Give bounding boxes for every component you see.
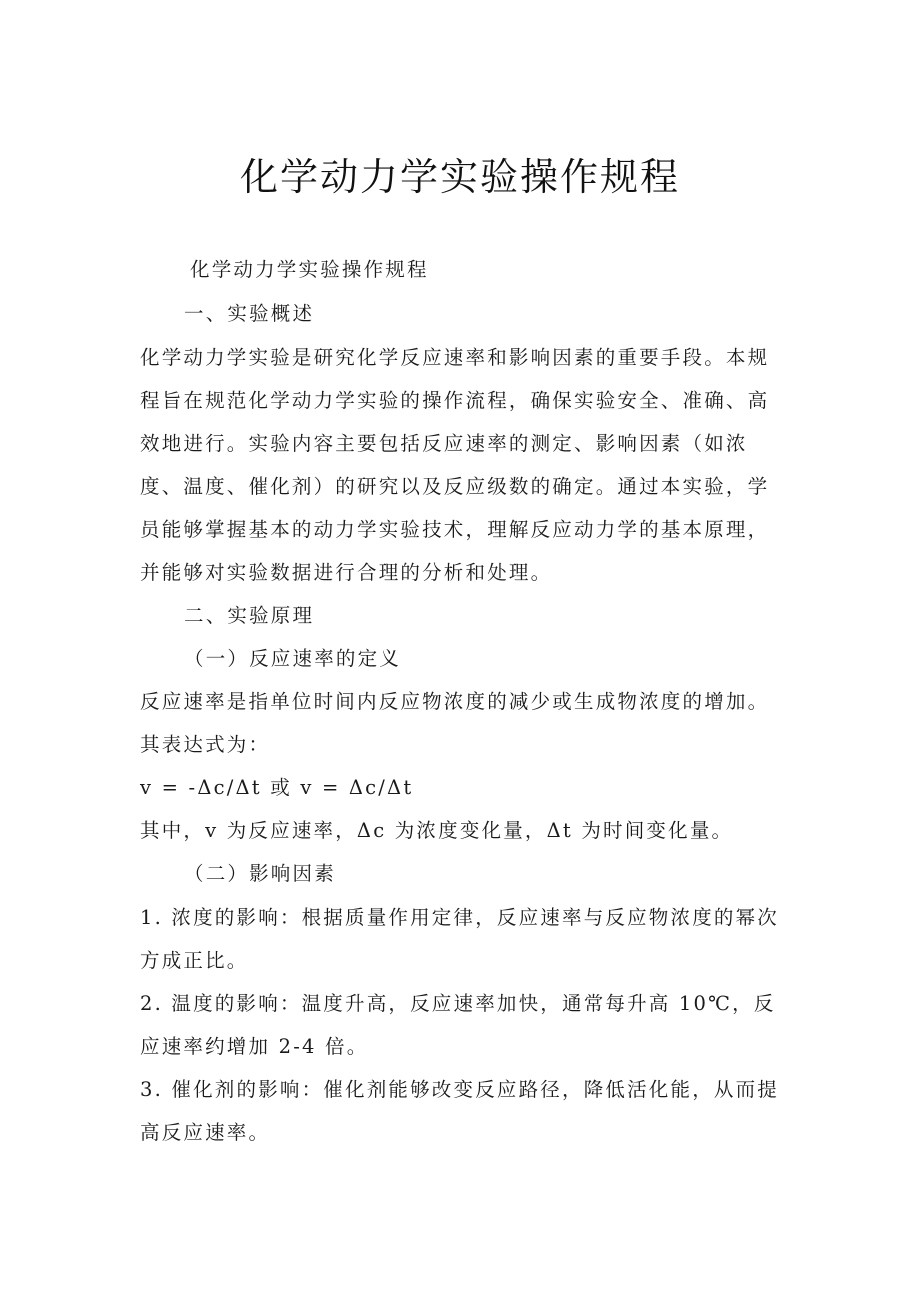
document-title: 化学动力学实验操作规程 [239, 155, 680, 199]
paragraph-line: 其中，v 为反应速率，Δc 为浓度变化量，Δt 为时间变化量。 [140, 819, 734, 842]
section-heading-principle: 二、实验原理 [184, 604, 315, 627]
paragraph-line: 其表达式为： [140, 733, 271, 756]
document-subtitle: 化学动力学实验操作规程 [190, 258, 429, 281]
list-item-line: 高反应速率。 [140, 1121, 271, 1144]
section-heading-overview: 一、实验概述 [184, 302, 315, 325]
list-item-line: 方成正比。 [140, 949, 249, 972]
paragraph-line: 效地进行。实验内容主要包括反应速率的测定、影响因素（如浓 [140, 432, 748, 455]
paragraph-line: 度、温度、催化剂）的研究以及反应级数的确定。通过本实验，学 [140, 475, 770, 498]
paragraph-line: 并能够对实验数据进行合理的分析和处理。 [140, 561, 553, 584]
paragraph-line: 化学动力学实验是研究化学反应速率和影响因素的重要手段。本规 [140, 346, 770, 369]
subsection-heading-rate-definition: （一）反应速率的定义 [184, 647, 402, 670]
paragraph-line: 程旨在规范化学动力学实验的操作流程，确保实验安全、准确、高 [140, 389, 770, 412]
list-item-line: 1. 浓度的影响：根据质量作用定律，反应速率与反应物浓度的幂次 [140, 906, 780, 929]
subsection-heading-factors: （二）影响因素 [184, 862, 336, 885]
paragraph-line: 反应速率是指单位时间内反应物浓度的减少或生成物浓度的增加。 [140, 690, 770, 713]
paragraph-line: 员能够掌握基本的动力学实验技术，理解反应动力学的基本原理， [140, 518, 770, 541]
list-item-line: 应速率约增加 2-4 倍。 [140, 1035, 369, 1058]
list-item-line: 2. 温度的影响：温度升高，反应速率加快，通常每升高 10℃，反 [140, 992, 776, 1015]
list-item-line: 3. 催化剂的影响：催化剂能够改变反应路径，降低活化能，从而提 [140, 1078, 780, 1101]
formula-line: v = -Δc/Δt 或 v = Δc/Δt [140, 776, 414, 799]
